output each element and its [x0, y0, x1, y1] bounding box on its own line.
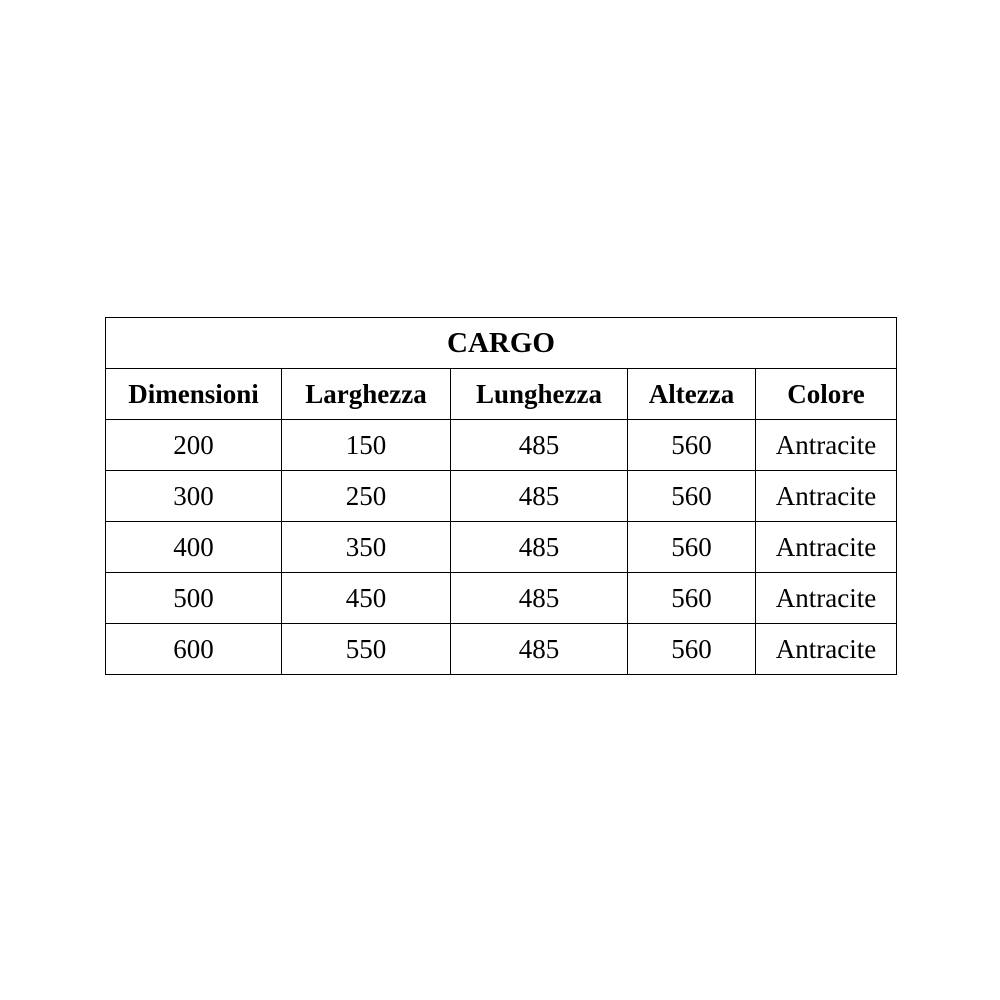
table-row	[106, 624, 897, 675]
table-cell: 550	[282, 624, 451, 675]
table-cell: 560	[628, 573, 756, 624]
table-cell: 150	[282, 420, 451, 471]
table-row	[106, 522, 897, 573]
table-title-row	[106, 318, 897, 369]
table-cell: Antracite	[756, 471, 897, 522]
table-cell: 300	[106, 471, 282, 522]
table-cell: 560	[628, 420, 756, 471]
table-cell: 500	[106, 573, 282, 624]
table-row	[106, 573, 897, 624]
table-cell: 350	[282, 522, 451, 573]
table-cell: 450	[282, 573, 451, 624]
table-cell: 560	[628, 522, 756, 573]
column-header-dimensioni: Dimensioni	[106, 369, 282, 420]
table-cell: Antracite	[756, 420, 897, 471]
table-row	[106, 420, 897, 471]
table-cell: Antracite	[756, 624, 897, 675]
column-header-altezza: Altezza	[628, 369, 756, 420]
table-cell: 485	[451, 522, 628, 573]
table-cell: 485	[451, 624, 628, 675]
table-cell: 600	[106, 624, 282, 675]
column-header-colore: Colore	[756, 369, 897, 420]
column-header-lunghezza: Lunghezza	[451, 369, 628, 420]
table-cell: 485	[451, 420, 628, 471]
cargo-table	[105, 317, 897, 675]
table-header-row	[106, 369, 897, 420]
table-cell: 560	[628, 471, 756, 522]
table-cell: 200	[106, 420, 282, 471]
table-cell: 485	[451, 471, 628, 522]
table-cell: Antracite	[756, 522, 897, 573]
table-cell: Antracite	[756, 573, 897, 624]
column-header-larghezza: Larghezza	[282, 369, 451, 420]
table-row	[106, 471, 897, 522]
table-cell: 560	[628, 624, 756, 675]
table-cell: 485	[451, 573, 628, 624]
table-cell: 400	[106, 522, 282, 573]
table-cell: 250	[282, 471, 451, 522]
table-title: CARGO	[106, 318, 897, 369]
